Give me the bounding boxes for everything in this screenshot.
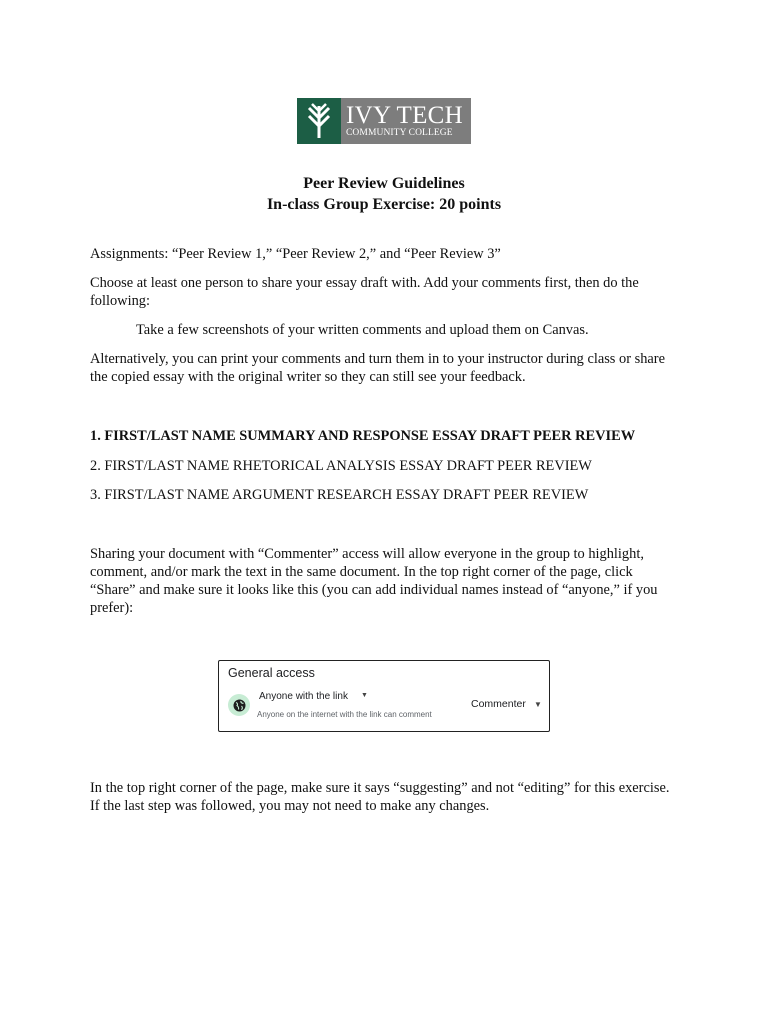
page-title: Peer Review Guidelines <box>303 175 465 192</box>
review-heading-3: 3. FIRST/LAST NAME ARGUMENT RESEARCH ESSAY DRAFT PEER REVIEW <box>90 487 589 503</box>
general-access-screenshot <box>218 660 550 732</box>
logo-wordmark <box>341 98 471 144</box>
link-access-description: Anyone on the internet with the link can comment <box>257 710 432 719</box>
review-heading-1: 1. FIRST/LAST NAME SUMMARY AND RESPONSE ESSAY DRAFT PEER REVIEW <box>90 428 636 444</box>
review-heading-2: 2. FIRST/LAST NAME RHETORICAL ANALYSIS ESSAY DRAFT PEER REVIEW <box>90 458 592 474</box>
sharing-paragraph: Sharing your document with “Commenter” access will allow everyone in the group to highlight, comment, and/or mark the text in the same document. In the top right corner of the page, click “Share” and make sure it looks like this (you can add individual names instead of “anyone,” if you prefer): <box>90 546 658 616</box>
general-access-title: General access <box>228 666 315 680</box>
screenshot-instruction: Take a few screenshots of your written comments and upload them on Canvas. <box>136 322 589 338</box>
alternative-paragraph: Alternatively, you can print your comments and turn them in to your instructor during class or share the copied essay with the original writer so they can still see your feedback. <box>90 351 665 385</box>
instructions-paragraph: Choose at least one person to share your essay draft with. Add your comments first, then do the following: <box>90 275 639 309</box>
logo-subtitle: COMMUNITY COLLEGE <box>346 127 453 138</box>
caret-down-icon: ▼ <box>361 692 368 699</box>
globe-icon <box>228 694 250 716</box>
ivy-tech-logo <box>297 98 471 144</box>
assignments-line: Assignments: “Peer Review 1,” “Peer Review 2,” and “Peer Review 3” <box>90 246 501 262</box>
final-paragraph: In the top right corner of the page, make sure it says “suggesting” and not “editing” for this exercise. If the last step was followed, you may not need to make any changes. <box>90 780 670 814</box>
ivy-leaf-icon <box>297 98 341 144</box>
logo-name: IVY TECH <box>346 101 463 129</box>
link-access-label: Anyone with the link <box>259 691 348 702</box>
caret-down-icon: ▼ <box>534 700 542 709</box>
page-subtitle: In-class Group Exercise: 20 points <box>266 196 502 213</box>
role-label: Commenter <box>471 698 526 710</box>
